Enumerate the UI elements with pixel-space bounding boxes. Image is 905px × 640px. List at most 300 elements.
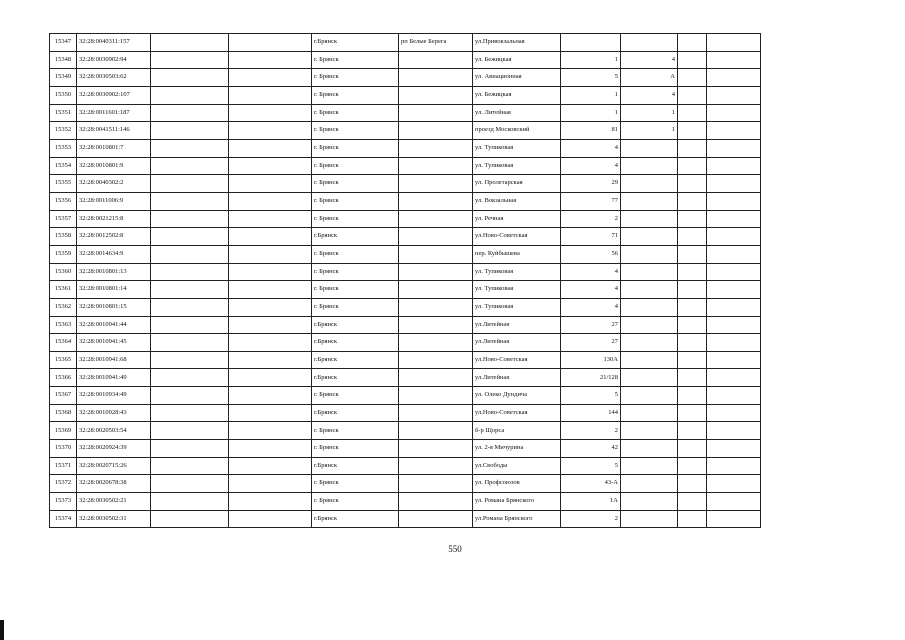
house-number-cell: 1 <box>561 104 621 122</box>
empty-cell <box>151 175 229 193</box>
cadastral-number-cell: 32:28:0030902:94 <box>77 51 151 69</box>
street-cell: ул.Ново-Советская <box>473 404 561 422</box>
scan-edge-mark <box>0 620 4 640</box>
building-cell: 4 <box>621 51 678 69</box>
city-cell: г.Брянск <box>312 228 399 246</box>
building-cell <box>621 475 678 493</box>
street-cell: ул.Литейная <box>473 369 561 387</box>
empty-cell <box>707 440 761 458</box>
record-number-cell: 15356 <box>50 192 77 210</box>
city-cell: г. Брянск <box>312 104 399 122</box>
empty-cell <box>707 157 761 175</box>
empty-cell <box>678 104 707 122</box>
record-number-cell: 15348 <box>50 51 77 69</box>
empty-cell <box>229 175 312 193</box>
building-cell: 1 <box>621 104 678 122</box>
record-number-cell: 15372 <box>50 475 77 493</box>
empty-cell <box>151 457 229 475</box>
empty-cell <box>678 422 707 440</box>
cadastral-number-cell: 32:28:0010801:13 <box>77 263 151 281</box>
empty-cell <box>151 104 229 122</box>
record-number-cell: 15364 <box>50 334 77 352</box>
empty-cell <box>678 86 707 104</box>
table-row <box>50 210 761 228</box>
table-row <box>50 422 761 440</box>
empty-cell <box>229 122 312 140</box>
city-cell: г. Брянск <box>312 493 399 511</box>
district-cell <box>399 192 473 210</box>
house-number-cell: 56 <box>561 245 621 263</box>
empty-cell <box>151 316 229 334</box>
city-cell: г. Брянск <box>312 210 399 228</box>
table-row <box>50 510 761 528</box>
cadastral-number-cell: 32:28:0010941:45 <box>77 334 151 352</box>
district-cell <box>399 369 473 387</box>
empty-cell <box>707 369 761 387</box>
empty-cell <box>229 316 312 334</box>
record-number-cell: 15362 <box>50 298 77 316</box>
empty-cell <box>678 369 707 387</box>
table-body <box>50 34 761 528</box>
table-row <box>50 298 761 316</box>
house-number-cell: 81 <box>561 122 621 140</box>
table-row <box>50 440 761 458</box>
city-cell: г.Брянск <box>312 316 399 334</box>
street-cell: ул. Тупиковая <box>473 139 561 157</box>
city-cell: г. Брянск <box>312 245 399 263</box>
empty-cell <box>678 210 707 228</box>
table-row <box>50 263 761 281</box>
district-cell <box>399 422 473 440</box>
district-cell <box>399 86 473 104</box>
table-row <box>50 69 761 87</box>
cadastral-number-cell: 32:28:0010801:14 <box>77 281 151 299</box>
building-cell <box>621 369 678 387</box>
district-cell <box>399 175 473 193</box>
empty-cell <box>151 475 229 493</box>
empty-cell <box>229 440 312 458</box>
cadastral-number-cell: 32:28:0030502:31 <box>77 510 151 528</box>
record-number-cell: 15360 <box>50 263 77 281</box>
record-number-cell: 15361 <box>50 281 77 299</box>
empty-cell <box>151 387 229 405</box>
empty-cell <box>678 351 707 369</box>
empty-cell <box>678 175 707 193</box>
street-cell: б-р Щорса <box>473 422 561 440</box>
building-cell <box>621 263 678 281</box>
empty-cell <box>678 192 707 210</box>
city-cell: г. Брянск <box>312 86 399 104</box>
city-cell: г.Брянск <box>312 334 399 352</box>
register-table <box>49 33 761 528</box>
city-cell: г. Брянск <box>312 263 399 281</box>
empty-cell <box>707 316 761 334</box>
street-cell: ул. Профсоюзов <box>473 475 561 493</box>
record-number-cell: 15355 <box>50 175 77 193</box>
house-number-cell <box>561 34 621 52</box>
house-number-cell: 77 <box>561 192 621 210</box>
building-cell <box>621 157 678 175</box>
district-cell <box>399 263 473 281</box>
empty-cell <box>678 263 707 281</box>
empty-cell <box>678 493 707 511</box>
cadastral-number-cell: 32:28:0041511:146 <box>77 122 151 140</box>
district-cell <box>399 228 473 246</box>
house-number-cell: 1 <box>561 86 621 104</box>
house-number-cell: 2 <box>561 210 621 228</box>
district-cell <box>399 316 473 334</box>
building-cell <box>621 440 678 458</box>
city-cell: г. Брянск <box>312 440 399 458</box>
table-row <box>50 334 761 352</box>
record-number-cell: 15350 <box>50 86 77 104</box>
empty-cell <box>151 139 229 157</box>
house-number-cell: 21/128 <box>561 369 621 387</box>
city-cell: г. Брянск <box>312 175 399 193</box>
city-cell: г. Брянск <box>312 139 399 157</box>
empty-cell <box>678 387 707 405</box>
building-cell <box>621 245 678 263</box>
empty-cell <box>707 263 761 281</box>
empty-cell <box>151 404 229 422</box>
record-number-cell: 15367 <box>50 387 77 405</box>
empty-cell <box>707 139 761 157</box>
house-number-cell: 5 <box>561 387 621 405</box>
cadastral-number-cell: 32:28:0010801:7 <box>77 139 151 157</box>
table-row <box>50 175 761 193</box>
record-number-cell: 15352 <box>50 122 77 140</box>
empty-cell <box>151 281 229 299</box>
empty-cell <box>229 387 312 405</box>
street-cell: ул. Авиационная <box>473 69 561 87</box>
record-number-cell: 15373 <box>50 493 77 511</box>
empty-cell <box>229 263 312 281</box>
table-row <box>50 104 761 122</box>
empty-cell <box>151 51 229 69</box>
building-cell <box>621 334 678 352</box>
district-cell <box>399 475 473 493</box>
district-cell <box>399 281 473 299</box>
table-row <box>50 369 761 387</box>
empty-cell <box>707 387 761 405</box>
street-cell: ул. Тупиковая <box>473 281 561 299</box>
house-number-cell: 2 <box>561 510 621 528</box>
empty-cell <box>707 228 761 246</box>
empty-cell <box>707 493 761 511</box>
house-number-cell: 71 <box>561 228 621 246</box>
cadastral-number-cell: 32:28:0030502:21 <box>77 493 151 511</box>
record-number-cell: 15363 <box>50 316 77 334</box>
table-row <box>50 86 761 104</box>
city-cell: г.Брянск <box>312 510 399 528</box>
record-number-cell: 15347 <box>50 34 77 52</box>
city-cell: г. Брянск <box>312 192 399 210</box>
empty-cell <box>229 210 312 228</box>
street-cell: ул.Литейная <box>473 334 561 352</box>
building-cell <box>621 34 678 52</box>
empty-cell <box>151 422 229 440</box>
city-cell: г. Брянск <box>312 422 399 440</box>
empty-cell <box>707 210 761 228</box>
city-cell: г. Брянск <box>312 122 399 140</box>
cadastral-number-cell: 32:28:0021215:8 <box>77 210 151 228</box>
street-cell: ул.Свободы <box>473 457 561 475</box>
empty-cell <box>678 334 707 352</box>
house-number-cell: 4 <box>561 263 621 281</box>
empty-cell <box>151 351 229 369</box>
empty-cell <box>707 175 761 193</box>
empty-cell <box>229 157 312 175</box>
cadastral-number-cell: 32:28:0012502:8 <box>77 228 151 246</box>
building-cell <box>621 192 678 210</box>
street-cell: ул. Тупиковая <box>473 157 561 175</box>
empty-cell <box>707 192 761 210</box>
table-row <box>50 351 761 369</box>
street-cell: ул.Ново-Советская <box>473 228 561 246</box>
empty-cell <box>707 34 761 52</box>
table-row <box>50 475 761 493</box>
table-row <box>50 404 761 422</box>
empty-cell <box>151 228 229 246</box>
house-number-cell: 4 <box>561 157 621 175</box>
record-number-cell: 15351 <box>50 104 77 122</box>
record-number-cell: 15354 <box>50 157 77 175</box>
city-cell: г. Брянск <box>312 387 399 405</box>
city-cell: г.Брянск <box>312 351 399 369</box>
cadastral-number-cell: 32:28:0014634:9 <box>77 245 151 263</box>
empty-cell <box>229 281 312 299</box>
city-cell: г. Брянск <box>312 475 399 493</box>
empty-cell <box>229 245 312 263</box>
cadastral-number-cell: 32:28:0040311:157 <box>77 34 151 52</box>
building-cell <box>621 281 678 299</box>
district-cell <box>399 510 473 528</box>
district-cell <box>399 404 473 422</box>
house-number-cell: 4 <box>561 281 621 299</box>
empty-cell <box>151 34 229 52</box>
building-cell <box>621 422 678 440</box>
district-cell <box>399 139 473 157</box>
cadastral-number-cell: 32:28:0010801:9 <box>77 157 151 175</box>
record-number-cell: 15366 <box>50 369 77 387</box>
house-number-cell: 1А <box>561 493 621 511</box>
empty-cell <box>151 493 229 511</box>
street-cell: ул. 2-я Мичурина <box>473 440 561 458</box>
building-cell <box>621 510 678 528</box>
district-cell <box>399 493 473 511</box>
house-number-cell: 130А <box>561 351 621 369</box>
street-cell: ул.Привокзальная <box>473 34 561 52</box>
empty-cell <box>151 440 229 458</box>
empty-cell <box>678 51 707 69</box>
house-number-cell: 2 <box>561 422 621 440</box>
empty-cell <box>678 298 707 316</box>
empty-cell <box>678 245 707 263</box>
district-cell <box>399 351 473 369</box>
district-cell <box>399 210 473 228</box>
record-number-cell: 15368 <box>50 404 77 422</box>
record-number-cell: 15358 <box>50 228 77 246</box>
house-number-cell: 4 <box>561 298 621 316</box>
house-number-cell: 29 <box>561 175 621 193</box>
empty-cell <box>707 457 761 475</box>
district-cell <box>399 122 473 140</box>
street-cell: ул. Вокзальная <box>473 192 561 210</box>
building-cell <box>621 298 678 316</box>
record-number-cell: 15369 <box>50 422 77 440</box>
empty-cell <box>229 404 312 422</box>
district-cell <box>399 298 473 316</box>
empty-cell <box>229 334 312 352</box>
empty-cell <box>229 86 312 104</box>
empty-cell <box>707 51 761 69</box>
empty-cell <box>151 192 229 210</box>
empty-cell <box>229 228 312 246</box>
district-cell <box>399 51 473 69</box>
table-row <box>50 157 761 175</box>
empty-cell <box>678 157 707 175</box>
street-cell: ул. Бежицкая <box>473 86 561 104</box>
table-row <box>50 51 761 69</box>
city-cell: г.Брянск <box>312 34 399 52</box>
house-number-cell: 5 <box>561 457 621 475</box>
cadastral-number-cell: 32:28:0030503:62 <box>77 69 151 87</box>
table-row <box>50 493 761 511</box>
city-cell: г. Брянск <box>312 298 399 316</box>
city-cell: г. Брянск <box>312 69 399 87</box>
record-number-cell: 15370 <box>50 440 77 458</box>
empty-cell <box>707 510 761 528</box>
building-cell: 4 <box>621 86 678 104</box>
district-cell: рп Белые Берега <box>399 34 473 52</box>
empty-cell <box>229 369 312 387</box>
building-cell <box>621 228 678 246</box>
empty-cell <box>229 298 312 316</box>
table-row <box>50 122 761 140</box>
street-cell: ул.Литейная <box>473 316 561 334</box>
record-number-cell: 15357 <box>50 210 77 228</box>
cadastral-number-cell: 32:28:0010801:15 <box>77 298 151 316</box>
page-number: 550 <box>448 544 462 554</box>
empty-cell <box>678 281 707 299</box>
record-number-cell: 15353 <box>50 139 77 157</box>
empty-cell <box>229 69 312 87</box>
empty-cell <box>707 334 761 352</box>
empty-cell <box>229 457 312 475</box>
empty-cell <box>707 422 761 440</box>
street-cell: ул. Речная <box>473 210 561 228</box>
empty-cell <box>229 351 312 369</box>
table-row <box>50 139 761 157</box>
empty-cell <box>707 351 761 369</box>
empty-cell <box>707 475 761 493</box>
street-cell: ул. Олеко Дундича <box>473 387 561 405</box>
empty-cell <box>707 86 761 104</box>
building-cell <box>621 351 678 369</box>
city-cell: г.Брянск <box>312 404 399 422</box>
cadastral-number-cell: 32:28:0030902:107 <box>77 86 151 104</box>
table-row <box>50 316 761 334</box>
empty-cell <box>151 122 229 140</box>
empty-cell <box>229 422 312 440</box>
table-row <box>50 245 761 263</box>
empty-cell <box>151 369 229 387</box>
cadastral-number-cell: 32:28:0010934:49 <box>77 387 151 405</box>
cadastral-number-cell: 32:28:0040302:2 <box>77 175 151 193</box>
empty-cell <box>229 475 312 493</box>
street-cell: ул. Пролетарская <box>473 175 561 193</box>
record-number-cell: 15374 <box>50 510 77 528</box>
empty-cell <box>229 139 312 157</box>
cadastral-number-cell: 32:28:0020715:26 <box>77 457 151 475</box>
empty-cell <box>707 122 761 140</box>
table-row <box>50 387 761 405</box>
table-row <box>50 281 761 299</box>
building-cell <box>621 493 678 511</box>
house-number-cell: 42 <box>561 440 621 458</box>
table-row <box>50 34 761 52</box>
house-number-cell: 27 <box>561 334 621 352</box>
record-number-cell: 15371 <box>50 457 77 475</box>
street-cell: ул. Романа Брянского <box>473 493 561 511</box>
cadastral-number-cell: 32:28:0011006:9 <box>77 192 151 210</box>
cadastral-number-cell: 32:28:0010941:68 <box>77 351 151 369</box>
record-number-cell: 15359 <box>50 245 77 263</box>
empty-cell <box>151 69 229 87</box>
building-cell <box>621 139 678 157</box>
district-cell <box>399 457 473 475</box>
building-cell <box>621 387 678 405</box>
cadastral-number-cell: 32:28:0010941:49 <box>77 369 151 387</box>
district-cell <box>399 334 473 352</box>
district-cell <box>399 104 473 122</box>
empty-cell <box>707 245 761 263</box>
house-number-cell: 4 <box>561 139 621 157</box>
cadastral-number-cell: 32:28:0020924:39 <box>77 440 151 458</box>
record-number-cell: 15349 <box>50 69 77 87</box>
empty-cell <box>678 475 707 493</box>
house-number-cell: 1 <box>561 51 621 69</box>
empty-cell <box>707 404 761 422</box>
empty-cell <box>151 157 229 175</box>
empty-cell <box>678 457 707 475</box>
street-cell: ул.Романа Брянского <box>473 510 561 528</box>
empty-cell <box>151 210 229 228</box>
district-cell <box>399 440 473 458</box>
empty-cell <box>707 281 761 299</box>
empty-cell <box>678 228 707 246</box>
empty-cell <box>707 69 761 87</box>
street-cell: ул. Тупиковая <box>473 263 561 281</box>
district-cell <box>399 157 473 175</box>
empty-cell <box>229 34 312 52</box>
house-number-cell: 27 <box>561 316 621 334</box>
district-cell <box>399 245 473 263</box>
district-cell <box>399 69 473 87</box>
street-cell: ул. Тупиковая <box>473 298 561 316</box>
building-cell <box>621 457 678 475</box>
empty-cell <box>151 86 229 104</box>
building-cell <box>621 175 678 193</box>
empty-cell <box>229 510 312 528</box>
table-row <box>50 228 761 246</box>
table-row <box>50 192 761 210</box>
empty-cell <box>229 192 312 210</box>
empty-cell <box>229 51 312 69</box>
empty-cell <box>678 316 707 334</box>
building-cell <box>621 316 678 334</box>
building-cell: 1 <box>621 122 678 140</box>
